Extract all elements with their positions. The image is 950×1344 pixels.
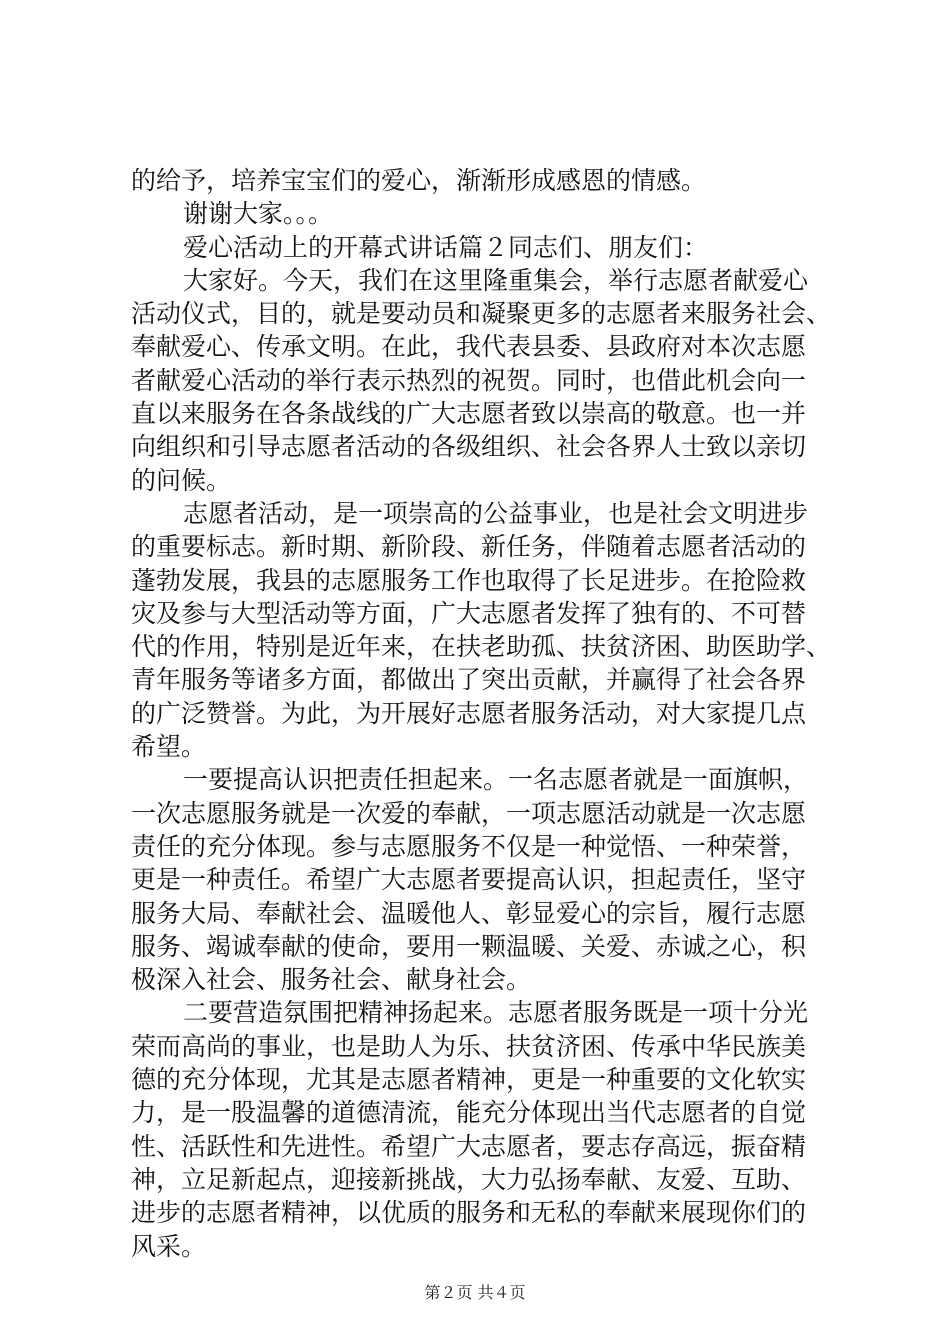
text-line: 灾及参与大型活动等方面，广大志愿者发挥了独有的、不可替 — [131, 598, 807, 628]
text-line: 力，是一股温馨的道德清流，能充分体现出当代志愿者的自觉 — [131, 1098, 807, 1128]
text-line: 青年服务等诸多方面，都做出了突出贡献，并赢得了社会各界 — [131, 665, 807, 695]
text-line: 代的作用，特别是近年来，在扶老助孤、扶贫济困、助医助学、 — [131, 632, 832, 662]
text-line: 奉献爱心、传承文明。在此，我代表县委、县政府对本次志愿 — [131, 332, 807, 362]
text-line: 风采。 — [131, 1231, 207, 1261]
text-line: 的问候。 — [131, 465, 232, 495]
text-line: 大家好。今天，我们在这里隆重集会，举行志愿者献爱心 — [183, 265, 809, 295]
text-line: 的广泛赞誉。为此，为开展好志愿者服务活动，对大家提几点 — [131, 698, 807, 728]
text-line: 活动仪式，目的，就是要动员和凝聚更多的志愿者来服务社会、 — [131, 299, 832, 329]
text-line: 一要提高认识把责任担起来。一名志愿者就是一面旗帜， — [183, 765, 809, 795]
text-line: 服务、竭诚奉献的使命，要用一颗温暖、关爱、赤诚之心，积 — [131, 931, 807, 961]
text-line: 性、活跃性和先进性。希望广大志愿者，要志存高远，振奋精 — [131, 1131, 807, 1161]
text-line: 荣而高尚的事业，也是助人为乐、扶贫济困、传承中华民族美 — [131, 1031, 807, 1061]
text-line: 谢谢大家。。。 — [183, 199, 334, 229]
text-line: 极深入社会、服务社会、献身社会。 — [131, 965, 532, 995]
text-line: 爱心活动上的开幕式讲话篇２同志们、朋友们： — [183, 232, 709, 262]
text-line: 直以来服务在各条战线的广大志愿者致以崇高的敬意。也一并 — [131, 399, 807, 429]
text-line: 者献爱心活动的举行表示热烈的祝贺。同时，也借此机会向一 — [131, 365, 807, 395]
text-line: 志愿者活动，是一项崇高的公益事业，也是社会文明进步 — [183, 498, 809, 528]
page-footer: 第２页 共４页 — [424, 1283, 526, 1302]
text-line: 服务大局、奉献社会、温暖他人、彰显爱心的宗旨，履行志愿 — [131, 898, 807, 928]
text-line: 更是一种责任。希望广大志愿者要提高认识，担起责任，坚守 — [131, 865, 807, 895]
text-line: 向组织和引导志愿者活动的各级组织、社会各界人士致以亲切 — [131, 432, 807, 462]
document-body — [131, 164, 831, 1263]
text-line: 一次志愿服务就是一次爱的奉献，一项志愿活动就是一次志愿 — [131, 798, 807, 828]
text-line: 蓬勃发展，我县的志愿服务工作也取得了长足进步。在抢险救 — [131, 565, 807, 595]
text-line: 德的充分体现，尤其是志愿者精神，更是一种重要的文化软实 — [131, 1065, 807, 1095]
text-line: 二要营造氛围把精神扬起来。志愿者服务既是一项十分光 — [183, 998, 809, 1028]
text-line: 的重要标志。新时期、新阶段、新任务，伴随着志愿者活动的 — [131, 532, 807, 562]
text-line: 神，立足新起点，迎接新挑战，大力弘扬奉献、友爱、互助、 — [131, 1164, 807, 1194]
text-line: 的给予，培养宝宝们的爱心，渐渐形成感恩的情感。 — [131, 166, 707, 195]
text-line: 进步的志愿者精神，以优质的服务和无私的奉献来展现你们的 — [131, 1198, 807, 1228]
text-line: 希望。 — [131, 732, 207, 762]
text-line: 责任的充分体现。参与志愿服务不仅是一种觉悟、一种荣誉， — [131, 831, 807, 861]
